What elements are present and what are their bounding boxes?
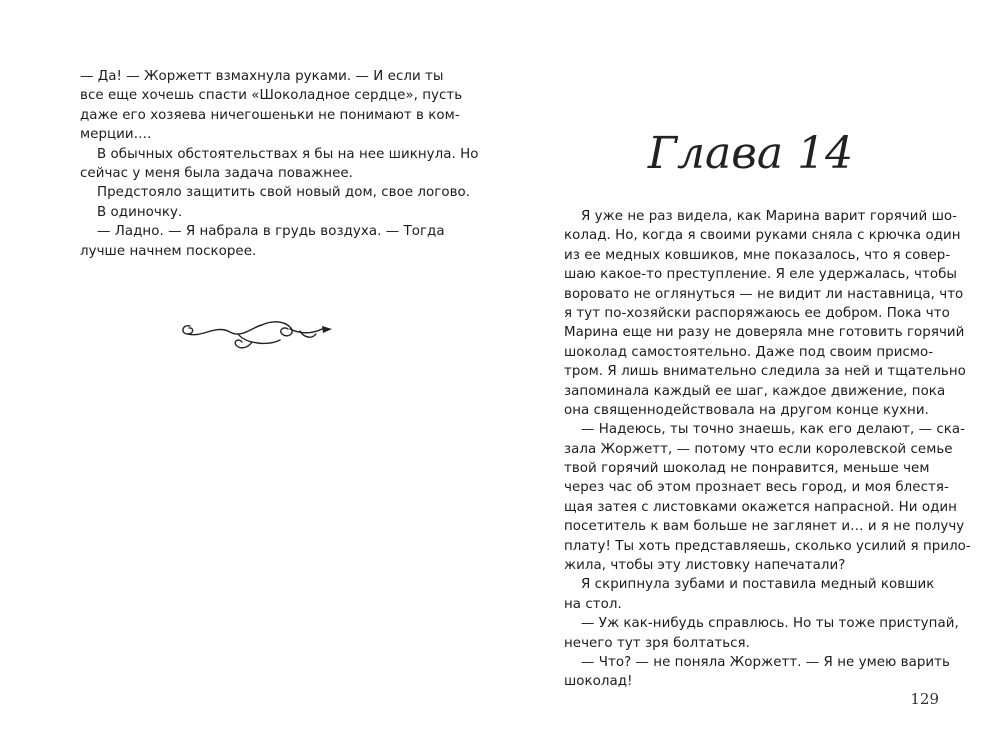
text-line: Предстояло защитить свой новый дом, свое логово.: [97, 185, 471, 201]
text-line: нечего тут зря болтаться.: [564, 635, 750, 651]
text-line: запоминала каждый ее шаг, каждое движение, пока: [564, 383, 946, 399]
text-line: Марина еще ни разу не доверяла мне готовить горячий: [564, 325, 965, 341]
text-line: из ее медных ковшиков, мне показалось, что я совер-: [564, 247, 951, 263]
text-line: тром. Я лишь внимательно следила за ней и тщательно: [564, 364, 966, 380]
left-page-text: [80, 67, 479, 261]
right-page-text: [564, 207, 971, 692]
text-line: шоколад!: [564, 674, 633, 690]
text-line: — Да! — Жоржетт взмахнула руками. — И если ты: [80, 69, 444, 84]
text-line: зала Жоржетт, — потому что если королевской семье: [564, 441, 953, 457]
text-line: — Ладно. — Я набрала в грудь воздуха. — Тогда: [97, 224, 445, 240]
text-line: на стол.: [564, 596, 622, 612]
text-line: шаю какое-то преступление. Я еле удержалась, чтобы: [564, 267, 958, 283]
text-line: твой горячий шоколад не понравится, меньше чем: [564, 461, 930, 477]
text-line: — Что? — не поняла Жоржетт. — Я не умею варить: [581, 654, 950, 670]
text-line: я тут по-хозяйски распоряжаюсь ее добром. Пока что: [564, 305, 950, 321]
text-line: посетитель к вам больше не заглянет и… и я не получу: [564, 519, 965, 535]
text-line: В обычных обстоятельствах я бы на нее шикнула. Но: [97, 146, 479, 162]
text-line: сейчас у меня была задача поважнее.: [80, 165, 353, 181]
text-line: лучше начнем поскорее.: [80, 243, 257, 259]
text-line: колад. Но, когда я своими руками сняла с крючка один: [564, 228, 961, 244]
text-line: Я скрипнула зубами и поставила медный ковшик: [581, 577, 935, 593]
flourish-ornament-icon: [176, 312, 338, 356]
text-line: шоколад самостоятельно. Даже под своим присмо-: [564, 344, 934, 360]
text-line: В одиночку.: [97, 204, 183, 220]
text-line: она священнодействовала на другом конце кухни.: [564, 402, 929, 418]
text-line: — Уж как-нибудь справлюсь. Но ты тоже приступай,: [581, 616, 959, 632]
text-line: Я уже не раз видела, как Марина варит горячий шо-: [581, 209, 958, 224]
text-line: щая затея с листовками окажется напрасной. Ни один: [564, 499, 957, 515]
text-line: даже его хозяева ничегошеньки не понимают в ком-: [80, 107, 460, 123]
text-line: через час об этом прознает весь город, и моя блестя-: [564, 480, 949, 496]
text-line: — Надеюсь, ты точно знаешь, как его делают, — ска-: [581, 422, 966, 438]
text-line: воровато не оглянуться — не видит ли наставница, что: [564, 286, 964, 302]
text-line: жила, чтобы эту листовку напечатали?: [564, 558, 846, 574]
text-line: все еще хочешь спасти «Шоколадное сердце», пусть: [80, 88, 463, 104]
text-line: плату! Ты хоть представляешь, сколько усилий я прило-: [564, 538, 971, 554]
chapter-title: Глава 14: [647, 128, 854, 179]
text-line: мерции….: [80, 127, 152, 143]
page-number: 129: [910, 690, 939, 708]
